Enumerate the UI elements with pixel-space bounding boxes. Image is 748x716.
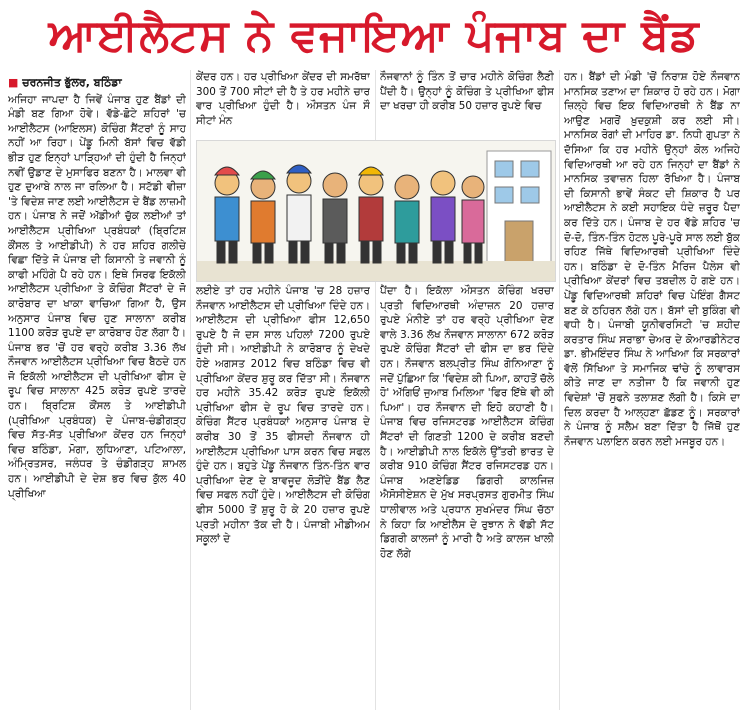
article-column-4 [564, 70, 740, 712]
article-column-2-top [196, 70, 370, 134]
column-divider [559, 70, 560, 710]
queue-of-students-illustration [197, 141, 555, 281]
byline-text: ਚਰਨਜੀਤ ਭੁੱਲਰ, ਬਠਿੰਡਾ [22, 76, 122, 89]
article-column-3-top [380, 70, 554, 134]
article-column-1 [8, 76, 186, 712]
column-4-text: ਹਨ। ਬੈਂਡਾਂ ਦੀ ਮੰਡੀ 'ਚੋਂ ਨਿਰਾਸ਼ ਹੋਏ ਨੌਜਵਾਨ ਮਾਨਸਿਕ ਤਣਾਅ ਦਾ ਸ਼ਿਕਾਰ ਹੋ ਰਹੇ ਹਨ। ਮੋਗਾ ਜ਼ਿਲ੍ਹੇ ਵਿਚ ਇਕ ਵਿਦਿਆਰਥੀ ਨੇ ਬੈਂਡ ਨਾ ਆਉਣ ਮਗਰੋਂ ਖ਼ੁਦਕੁਸ਼ੀ ਕਰ ਲਈ ਸੀ। ਮਾਨਸਿਕ ਰੋਗਾਂ ਦੀ ਮਾਹਿਰ ਡਾ. ਨਿਧੀ ਗੁਪਤਾ ਨੇ ਦੱਸਿਆ ਕਿ ਹਰ ਮਹੀਨੇ ਉਨ੍ਹਾਂ ਕੋਲ ਅਜਿਹੇ ਵਿਦਿਆਰਥੀ ਆ ਰਹੇ ਹਨ ਜਿਨ੍ਹਾਂ ਦਾ ਬੈਂਡਾਂ ਨੇ ਮਾਨਸਿਕ ਤਵਾਜ਼ਨ ਹਿਲਾ ਰੱਖਿਆ ਹੈ। ਪੰਜਾਬ ਦੀ ਕਿਸਾਨੀ ਭਾਵੇਂ ਸੰਕਟ ਦੀ ਸ਼ਿਕਾਰ ਹੈ ਪਰ ਆਈਲੈਟਸ ਨੇ ਕਈ ਸਹਾਇਕ ਧੰਦੇ ਜ਼ਰੂਰ ਪੈਦਾ ਕਰ ਦਿੱਤੇ ਹਨ। ਪੰਜਾਬ ਦੇ ਹਰ ਵੱਡੇ ਸ਼ਹਿਰ 'ਚ ਦੋ-ਦੋ, ਤਿੰਨ-ਤਿੰਨ ਹੋਟਲ ਪੂਰੇ-ਪੂਰੇ ਸਾਲ ਲਈ ਬੁੱਕ ਰਹਿਣ ਜਿੱਥੇ ਵਿਦਿਆਰਥੀ ਪ੍ਰੀਖਿਆ ਦਿੰਦੇ ਹਨ। ਬਠਿੰਡਾ ਦੇ ਦੋ-ਤਿੰਨ ਮੈਰਿਜ ਪੈਲੇਸ ਵੀ ਪ੍ਰੀਖਿਆ ਕੇਂਦਰਾਂ ਵਿਚ ਤਬਦੀਲ ਹੋ ਗਏ ਹਨ। ਪੇਂਡੂ ਵਿਦਿਆਰਥੀ ਸ਼ਹਿਰਾਂ ਵਿਚ ਪੇਇੰਗ ਗੈਸਟ ਬਣ ਕੇ ਠਹਿਰਨ ਲੱਗੇ ਹਨ। ਬੱਸਾਂ ਦੀ ਬੁਕਿੰਗ ਵੀ ਵਧੀ ਹੈ। ਪੰਜਾਬੀ ਯੂਨੀਵਰਸਿਟੀ 'ਚ ਸ਼ਹੀਦ ਕਰਤਾਰ ਸਿੰਘ ਸਰਾਭਾ ਚੇਅਰ ਦੇ ਕੋਆਰਡੀਨੇਟਰ ਡਾ. ਭੀਮਇੰਦਰ ਸਿੰਘ ਨੇ ਆਖਿਆ ਕਿ ਸਰਕਾਰਾਂ ਵੱਲੋਂ ਸਿੱਖਿਆ ਤੇ ਸਮਾਜਿਕ ਢਾਂਚੇ ਨੂੰ ਲਾਵਾਰਸ ਕੀਤੇ ਜਾਣ ਦਾ ਨਤੀਜਾ ਹੈ ਕਿ ਜਵਾਨੀ ਹੁਣ ਵਿਦੇਸ਼ਾਂ 'ਚੋਂ ਸੁਫਨੇ ਤਲਾਸ਼ਣ ਲੱਗੀ ਹੈ। ਕਿਸੇ ਦਾ ਦਿਲ ਕਰਦਾ ਹੈ ਆਲ੍ਹਣਾ ਛੱਡਣ ਨੂੰ। ਸਰਕਾਰਾਂ ਨੇ ਪੰਜਾਬ ਨੂੰ ਸਲੈਮ ਬਣਾ ਦਿੱਤਾ ਹੈ ਜਿੱਥੋਂ ਹੁਣ ਨੌਜਵਾਨ ਪਲਾਇਨ ਕਰਨ ਲਈ ਮਜਬੂਰ ਹਨ। [564, 71, 740, 448]
column-2-top-text: ਕੇਂਦਰ ਹਨ। ਹਰ ਪ੍ਰੀਖਿਆ ਕੇਂਦਰ ਦੀ ਸਮਰੱਥਾ 300 ਤੋਂ 700 ਸੀਟਾਂ ਦੀ ਹੈ ਤੇ ਹਰ ਮਹੀਨੇ ਚਾਰ ਵਾਰ ਪ੍ਰੀਖਿਆ ਹੁੰਦੀ ਹੈ। ਔਸਤਨ ਪੰਜ ਸੌ ਸੀਟਾਂ ਮੰਨ [196, 71, 370, 127]
cartoon-illustration [196, 140, 556, 282]
article-column-3-bottom [380, 284, 554, 712]
column-3-top-text: ਨੌਜਵਾਨਾਂ ਨੂੰ ਤਿੰਨ ਤੋਂ ਚਾਰ ਮਹੀਨੇ ਕੋਚਿੰਗ ਲੈਣੀ ਪੈਂਦੀ ਹੈ। ਉਨ੍ਹਾਂ ਨੂੰ ਕੋਚਿੰਗ ਤੇ ਪ੍ਰੀਖਿਆ ਫੀਸ ਦਾ ਖਰਚਾ ਹੀ ਕਰੀਬ 50 ਹਜ਼ਾਰ ਰੁਪਏ ਵਿਚ [380, 71, 554, 113]
article-column-2-bottom [196, 284, 370, 712]
column-3-bottom-text: ਪੈਂਦਾ ਹੈ। ਇਕੱਲਾ ਔਸਤਨ ਕੋਚਿੰਗ ਖਰਚਾ ਪ੍ਰਤੀ ਵਿਦਿਆਰਥੀ ਅੰਦਾਜ਼ਨ 20 ਹਜ਼ਾਰ ਰੁਪਏ ਮੰਨੀਏ ਤਾਂ ਹਰ ਵਰ੍ਹੇ ਪ੍ਰੀਖਿਆ ਦੇਣ ਵਾਲੇ 3.36 ਲੱਖ ਨੌਜਵਾਨ ਸਾਲਾਨਾ 672 ਕਰੋੜ ਰੁਪਏ ਕੋਚਿੰਗ ਸੈਂਟਰਾਂ ਦੀ ਫੀਸ ਦਾ ਭਰ ਦਿੰਦੇ ਹਨ। ਨੌਜਵਾਨ ਬਲਪ੍ਰੀਤ ਸਿੰਘ ਗੋਨਿਆਣਾ ਨੂੰ ਜਦੋਂ ਪੁੱਛਿਆ ਕਿ 'ਵਿਦੇਸ਼ ਕੀ ਪਿਆ, ਕਾਹਤੋਂ ਚੱਲੇ ਹੋ' ਅੱਗਿਓਂ ਜੁਆਬ ਮਿਲਿਆ 'ਫਿਰ ਇੱਥੇ ਵੀ ਕੀ ਪਿਆ'। ਹਰ ਨੌਜਵਾਨ ਦੀ ਇਹੋ ਕਹਾਣੀ ਹੈ। ਪੰਜਾਬ ਵਿਚ ਰਜਿਸਟਰਡ ਆਈਲੈਟਸ ਕੋਚਿੰਗ ਸੈਂਟਰਾਂ ਦੀ ਗਿਣਤੀ 1200 ਦੇ ਕਰੀਬ ਬਣਦੀ ਹੈ। ਆਈਡੀਪੀ ਨਾਲ ਇਕੱਲੇ ਉੱਤਰੀ ਭਾਰਤ ਦੇ ਕਰੀਬ 910 ਕੋਚਿੰਗ ਸੈਂਟਰ ਰਜਿਸਟਰਡ ਹਨ। ਪੰਜਾਬ ਅਣਏਡਿਡ ਡਿਗਰੀ ਕਾਲਜਿਜ਼ ਐਸੋਸੀਏਸ਼ਨ ਦੇ ਮੁੱਖ ਸਰਪ੍ਰਸਤ ਗੁਰਮੀਤ ਸਿੰਘ ਧਾਲੀਵਾਲ ਅਤੇ ਪ੍ਰਧਾਨ ਸੁਖਮੰਦਰ ਸਿੰਘ ਚੱਠਾ ਨੇ ਕਿਹਾ ਕਿ ਆਈਲੈਸ ਦੇ ਰੁਝਾਨ ਨੇ ਵੱਡੀ ਸੱਟ ਡਿਗਰੀ ਕਾਲਜਾਂ ਨੂੰ ਮਾਰੀ ਹੈ ਅਤੇ ਕਾਲਜ ਖਾਲੀ ਹੋਣ ਲੱਗੇ [380, 285, 554, 560]
byline [8, 76, 186, 91]
column-2-bottom-text: ਲਈਏ ਤਾਂ ਹਰ ਮਹੀਨੇ ਪੰਜਾਬ 'ਚ 28 ਹਜ਼ਾਰ ਨੌਜਵਾਨ ਆਈਲੈਟਸ ਦੀ ਪ੍ਰੀਖਿਆ ਦਿੰਦੇ ਹਨ। ਆਈਲੈਟਸ ਦੀ ਪ੍ਰੀਖਿਆ ਫੀਸ 12,650 ਰੁਪਏ ਹੈ ਜੋ ਦਸ ਸਾਲ ਪਹਿਲਾਂ 7200 ਰੁਪਏ ਹੁੰਦੀ ਸੀ। ਆਈਡੀਪੀ ਨੇ ਕਾਰੋਬਾਰ ਨੂੰ ਦੇਖਦੇ ਹੋਏ ਅਗਸਤ 2012 ਵਿਚ ਬਠਿੰਡਾ ਵਿਚ ਵੀ ਪ੍ਰੀਖਿਆ ਕੇਂਦਰ ਸ਼ੁਰੂ ਕਰ ਦਿੱਤਾ ਸੀ। ਨੌਜਵਾਨ ਹਰ ਮਹੀਨੇ 35.42 ਕਰੋੜ ਰੁਪਏ ਇਕੱਲੀ ਪ੍ਰੀਖਿਆ ਫੀਸ ਦੇ ਰੂਪ ਵਿਚ ਤਾਰਦੇ ਹਨ। ਕੋਚਿੰਗ ਸੈਂਟਰ ਪ੍ਰਬੰਧਕਾਂ ਅਨੁਸਾਰ ਪੰਜਾਬ ਦੇ ਕਰੀਬ 30 ਤੋਂ 35 ਫੀਸਦੀ ਨੌਜਵਾਨ ਹੀ ਆਈਲੈਟਸ ਪ੍ਰੀਖਿਆ ਪਾਸ ਕਰਨ ਵਿਚ ਸਫਲ ਹੁੰਦੇ ਹਨ। ਬਹੁਤੇ ਪੇਂਡੂ ਨੌਜਵਾਨ ਤਿੰਨ-ਤਿੰਨ ਵਾਰ ਪ੍ਰੀਖਿਆ ਦੇਣ ਦੇ ਬਾਵਜੂਦ ਲੋੜੀਂਦੇ ਬੈਂਡ ਲੈਣ ਵਿਚ ਸਫਲ ਨਹੀਂ ਹੁੰਦੇ। ਆਈਲੈਟਸ ਦੀ ਕੋਚਿੰਗ ਫੀਸ 5000 ਤੋਂ ਸ਼ੁਰੂ ਹੋ ਕੇ 20 ਹਜ਼ਾਰ ਰੁਪਏ ਪ੍ਰਤੀ ਮਹੀਨਾ ਤੱਕ ਦੀ ਹੈ। ਪੰਜਾਬੀ ਮੀਡੀਅਮ ਸਕੂਲਾਂ ਦੇ [196, 285, 370, 546]
column-divider [190, 70, 191, 710]
column-1-text: ਅਜਿਹਾ ਜਾਪਦਾ ਹੈ ਜਿਵੇਂ ਪੰਜਾਬ ਹੁਣ ਬੈਂਡਾਂ ਦੀ ਮੰਡੀ ਬਣ ਗਿਆ ਹੋਵੇ। ਵੱਡੇ-ਛੋਟੇ ਸ਼ਹਿਰਾਂ 'ਚ ਆਈਲੈਟਸ (ਆਇਲਸ) ਕੋਚਿੰਗ ਸੈਂਟਰਾਂ ਨੂੰ ਸਾਹ ਨਹੀਂ ਆ ਰਿਹਾ। ਪੇਂਡੂ ਮਿਨੀ ਬੱਸਾਂ ਵਿਚ ਵੱਡੀ ਭੀੜ ਹੁਣ ਇਨ੍ਹਾਂ ਪਾੜ੍ਹਿਆਂ ਦੀ ਹੁੰਦੀ ਹੈ ਜਿਨ੍ਹਾਂ ਨਵੀਂ ਉਡਾਣ ਦੇ ਮੁਸਾਫਿਰ ਬਣਨਾ ਹੈ। ਮਾਲਵਾ ਵੀ ਹੁਣ ਦੁਆਬੇ ਨਾਲ ਜਾ ਰਲਿਆ ਹੈ। ਸਟੱਡੀ ਵੀਜ਼ਾ 'ਤੇ ਵਿਦੇਸ਼ ਜਾਣ ਲਈ ਆਈਲੈਟਸ ਦੇ ਬੈਂਡ ਲਾਜ਼ਮੀ ਹਨ। ਪੰਜਾਬ ਨੇ ਜਦੋਂ ਅੱਡੀਆਂ ਚੁੱਕ ਲਈਆਂ ਤਾਂ ਆਈਲੈਟਸ ਪ੍ਰੀਖਿਆ ਪ੍ਰਬੰਧਕਾਂ (ਬ੍ਰਿਟਿਸ਼ ਕੌਂਸਲ ਤੇ ਆਈਡੀਪੀ) ਨੇ ਹਰ ਸ਼ਹਿਰ ਗਲੀਚੇ ਵਿਛਾ ਦਿੱਤੇ ਜੋ ਪੰਜਾਬ ਦੀ ਕਿਸਾਨੀ ਤੇ ਜਵਾਨੀ ਨੂੰ ਕਾਫੀ ਮਹਿੰਗੇ ਪੈ ਰਹੇ ਹਨ। ਇਥੇ ਸਿਰਫ ਇਕੱਲੀ ਆਈਲੈਟਸ ਪ੍ਰੀਖਿਆ ਤੇ ਕੋਚਿੰਗ ਸੈਂਟਰਾਂ ਦੇ ਜੋ ਕਾਰੋਬਾਰ ਦਾ ਖਾਕਾ ਵਾਚਿਆ ਗਿਆ ਹੈ, ਉਸ ਅਨੁਸਾਰ ਪੰਜਾਬ ਵਿਚ ਹੁਣ ਸਾਲਾਨਾ ਕਰੀਬ 1100 ਕਰੋੜ ਰੁਪਏ ਦਾ ਕਾਰੋਬਾਰ ਹੋਣ ਲੱਗਾ ਹੈ। ਪੰਜਾਬ ਭਰ 'ਚੋਂ ਹਰ ਵਰ੍ਹੇ ਕਰੀਬ 3.36 ਲੱਖ ਨੌਜਵਾਨ ਆਈਲੈਟਸ ਪ੍ਰੀਖਿਆ ਵਿਚ ਬੈਠਦੇ ਹਨ ਜੋ ਇਕੱਲੀ ਆਈਲੈਟਸ ਦੀ ਪ੍ਰੀਖਿਆ ਫੀਸ ਦੇ ਰੂਪ ਵਿਚ ਸਾਲਾਨਾ 425 ਕਰੋੜ ਰੁਪਏ ਤਾਰਦੇ ਹਨ। ਬ੍ਰਿਟਿਸ਼ ਕੌਂਸਲ ਤੇ ਆਈਡੀਪੀ (ਪ੍ਰੀਖਿਆ ਪ੍ਰਬੰਧਕ) ਦੇ ਪੰਜਾਬ-ਚੰਡੀਗੜ੍ਹ ਵਿਚ ਸੱਤ-ਸੱਤ ਪ੍ਰੀਖਿਆ ਕੇਂਦਰ ਹਨ ਜਿਨ੍ਹਾਂ ਵਿਚ ਬਠਿੰਡਾ, ਮੋਗਾ, ਲੁਧਿਆਣਾ, ਪਟਿਆਲਾ, ਅੰਮ੍ਰਿਤਸਰ, ਜਲੰਧਰ ਤੇ ਚੰਡੀਗੜ੍ਹ ਸ਼ਾਮਲ ਹਨ। ਆਈਡੀਪੀ ਦੇ ਦੇਸ਼ ਭਰ ਵਿਚ ਕੁੱਲ 40 ਪ੍ਰੀਖਿਆ [8, 93, 186, 500]
bullet-icon: ■ [8, 76, 23, 89]
headline: ਆਈਲੈਟਸ ਨੇ ਵਜਾਇਆ ਪੰਜਾਬ ਦਾ ਬੈਂਡ [48, 10, 700, 61]
